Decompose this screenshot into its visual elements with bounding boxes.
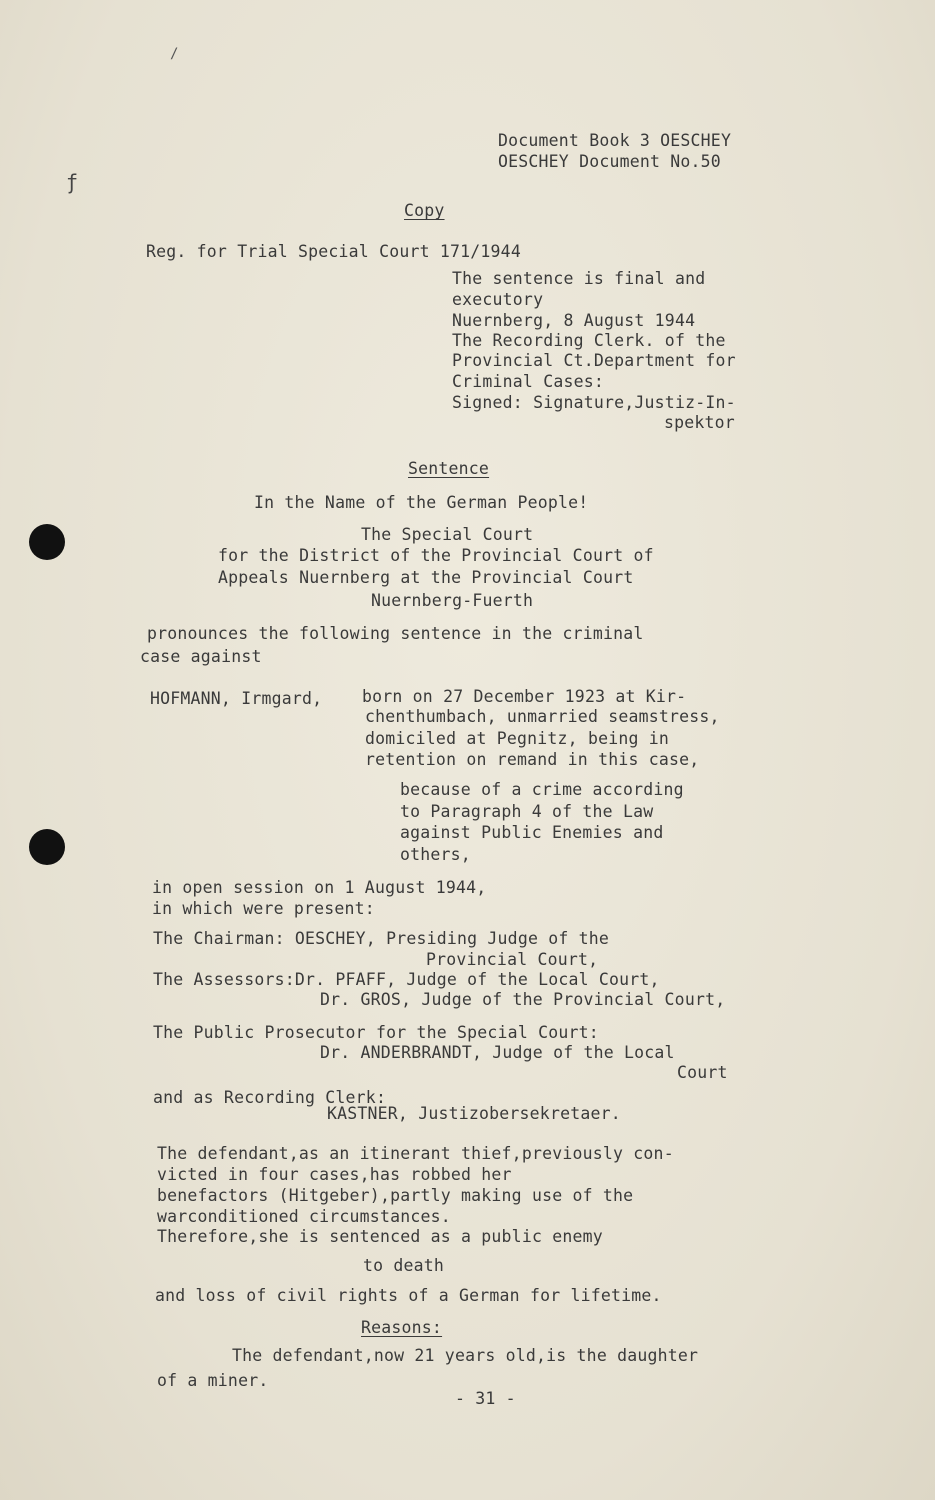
document-book-line: Document Book 3 OESCHEY <box>498 131 732 150</box>
punch-hole-bottom <box>29 829 65 865</box>
reasons-title: Reasons: <box>361 1318 443 1337</box>
registration-line: Reg. for Trial Special Court 171/1944 <box>146 242 521 261</box>
loss-of-rights-line: and loss of civil rights of a German for lifetime. <box>155 1286 662 1305</box>
page-number: - 31 - <box>455 1389 516 1408</box>
to-death-line: to death <box>363 1256 445 1275</box>
punch-hole-top <box>29 524 65 560</box>
sentence-title: Sentence <box>408 459 490 478</box>
margin-mark: ƒ <box>66 170 79 194</box>
in-the-name-line: In the Name of the German People! <box>254 493 589 512</box>
document-page: / ƒ Document Book 3 OESCHEY OESCHEY Document No.50 Copy Reg. for Trial Special Court 171/1944 The sentence is final and executory Nuernberg, 8 August 1944 The Recording Clerk. of the Provincial Ct.Department for Criminal Cases: Signed: Signature,Justiz-In- spektor Sentence In the Name of the German People! The Special Court for the District of the Provincial Court of Appeals Nuernberg at the Provincial Court Nuernberg-Fuerth pronounces the following sentence in the criminal case against HOFMANN, Irmgard, born on 27 December 1923 at Kir- chenthumbach, unmarried seamstress, domiciled at Pegnitz, being in retention on remand in this case, because of a crime according to Paragraph 4 of the Law against Public Enemies and others, in open session on 1 August 1944, in which were present: The Chairman: OESCHEY, Presiding Judge of the Provincial Court, The Assessors:Dr. PFAFF, Judge of the Local Court, Dr. GROS, Judge of the Provincial Court, The Public Prosecutor for the Special Court: Dr. ANDERBRANDT, Judge of the Local Court and as Recording Clerk: KASTNER, Justizobersekretaer. The defendant,as an itinerant thief,previously con- victed in four cases,has robbed her benefactors (Hitgeber),partly making use of the warconditioned circumstances. Therefore,she is sentenced as a public enemy to death and loss of civil rights of a German for lifetime. Reasons: The defendant,now 21 years old,is the daughter of a miner. - 31 - <box>0 0 935 1500</box>
document-number-line: OESCHEY Document No.50 <box>498 152 721 171</box>
copy-label: Copy <box>404 201 445 220</box>
pencil-mark: / <box>170 46 179 62</box>
defendant-name: HOFMANN, Irmgard, <box>150 689 323 708</box>
